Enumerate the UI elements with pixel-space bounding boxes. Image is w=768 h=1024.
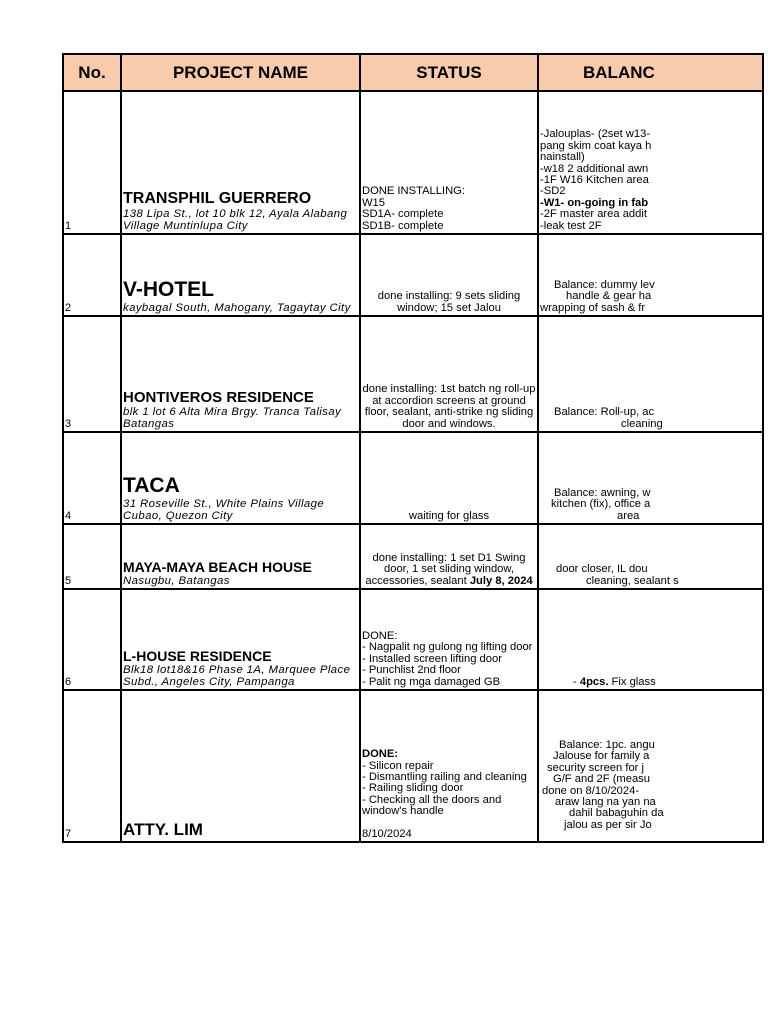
balance-line: door closer, IL dou bbox=[556, 563, 648, 576]
balance-line: -leak test 2F bbox=[540, 219, 602, 232]
status-line: SD1A- complete bbox=[362, 208, 444, 221]
balance-cell[interactable] bbox=[538, 524, 763, 589]
balance-line: -Jalouplas- (2set w13- bbox=[540, 128, 651, 141]
project-name: L-HOUSE RESIDENCE bbox=[123, 647, 272, 664]
project-table-viewport bbox=[62, 53, 679, 853]
header-balance[interactable]: BALANC bbox=[538, 54, 763, 91]
status-line: W15 bbox=[362, 196, 386, 209]
balance-line: area bbox=[617, 509, 640, 522]
balance-line: dahil babaguhin da bbox=[569, 807, 664, 820]
balance-cell[interactable] bbox=[538, 91, 763, 234]
status-line: DONE INSTALLING: bbox=[362, 185, 465, 198]
project-name-cell[interactable] bbox=[121, 91, 360, 234]
balance-line: wrapping of sash & fr bbox=[540, 301, 646, 314]
balance-line: Balance: dummy lev bbox=[554, 278, 655, 291]
row-number[interactable]: 7 bbox=[63, 690, 121, 842]
project-name: HONTIVEROS RESIDENCE bbox=[123, 388, 314, 406]
balance-line: G/F and 2F (measu bbox=[553, 773, 650, 786]
header-no[interactable]: No. bbox=[63, 54, 121, 91]
balance-line: cleaning bbox=[621, 417, 663, 430]
balance-line: -2F master area addit bbox=[540, 208, 647, 221]
table-row bbox=[63, 524, 763, 589]
project-name-cell[interactable] bbox=[121, 234, 360, 316]
project-status-table bbox=[62, 53, 764, 843]
project-name-cell[interactable] bbox=[121, 589, 360, 690]
balance-line: nainstall) bbox=[540, 151, 585, 164]
balance-line: Jalouse for family a bbox=[553, 750, 650, 763]
balance-line: -SD2 bbox=[540, 185, 566, 198]
balance-line: kitchen (fix), office a bbox=[551, 498, 651, 511]
balance-line: done on 8/10/2024- bbox=[542, 784, 640, 797]
row-number[interactable]: 3 bbox=[63, 316, 121, 432]
balance-line: -W1- on-going in fab bbox=[540, 196, 649, 209]
project-address: blk 1 lot 6 Alta Mira Brgy. Tranca Talisay Batangas bbox=[123, 406, 342, 430]
row-number[interactable]: 4 bbox=[63, 432, 121, 524]
balance-line: jalou as per sir Jo bbox=[564, 818, 652, 831]
table-row bbox=[63, 316, 763, 432]
status-text: waiting for glass bbox=[408, 509, 490, 522]
project-address: Blk18 lot18&16 Phase 1A, Marquee Place Subd., Angeles City, Pampanga bbox=[123, 664, 351, 688]
balance-prefix: - bbox=[573, 675, 580, 688]
balance-suffix: Fix glass bbox=[608, 675, 656, 688]
status-line: - Palit ng mga damaged GB bbox=[362, 675, 501, 688]
project-name: MAYA-MAYA BEACH HOUSE bbox=[123, 558, 312, 575]
project-address: 138 Lipa St., lot 10 blk 12, Ayala Alabang Village Muntinlupa City bbox=[123, 208, 348, 232]
header-project-name[interactable]: PROJECT NAME bbox=[121, 54, 360, 91]
balance-line: -1F W16 Kitchen area bbox=[540, 173, 649, 186]
balance-qty: 4pcs. bbox=[579, 675, 609, 688]
balance-cell[interactable] bbox=[538, 316, 763, 432]
status-line: SD1B- complete bbox=[362, 219, 444, 232]
status-line: - Dismantling railing and cleaning bbox=[362, 770, 527, 783]
project-address: Nasugbu, Batangas bbox=[123, 575, 230, 587]
project-name-cell[interactable] bbox=[121, 432, 360, 524]
table-row bbox=[63, 91, 763, 234]
row-number[interactable]: 6 bbox=[63, 589, 121, 690]
balance-line: security screen for j bbox=[547, 761, 644, 774]
table-row bbox=[63, 589, 763, 690]
status-date: 8/10/2024 bbox=[362, 827, 412, 840]
balance-cell[interactable] bbox=[538, 234, 763, 316]
status-date: July 8, 2024 bbox=[469, 574, 533, 587]
project-name: ATTY. LIM bbox=[123, 820, 203, 840]
row-number[interactable]: 5 bbox=[63, 524, 121, 589]
status-cell[interactable] bbox=[360, 690, 538, 842]
balance-cell[interactable] bbox=[538, 589, 763, 690]
project-name: TACA bbox=[123, 473, 180, 497]
status-line: - Silicon repair bbox=[362, 759, 434, 772]
status-text: done installing: 9 sets sliding window; 15 set Jalou bbox=[377, 290, 521, 314]
row-number[interactable]: 2 bbox=[63, 234, 121, 316]
balance-line: Balance: awning, w bbox=[554, 486, 651, 499]
balance-line: handle & gear ha bbox=[566, 290, 652, 303]
status-cell[interactable] bbox=[360, 589, 538, 690]
row-number[interactable]: 1 bbox=[63, 91, 121, 234]
table-row bbox=[63, 690, 763, 842]
balance-line: Balance: 1pc. angu bbox=[559, 739, 655, 751]
status-cell[interactable] bbox=[360, 91, 538, 234]
balance-line: cleaning, sealant s bbox=[586, 574, 679, 587]
project-address: 31 Roseville St., White Plains Village Cubao, Quezon City bbox=[123, 498, 325, 522]
balance-line: araw lang na yan na bbox=[555, 796, 656, 809]
status-line: - Nagpalit ng gulong ng lifting door bbox=[362, 641, 533, 654]
header-status[interactable]: STATUS bbox=[360, 54, 538, 91]
project-name-cell[interactable] bbox=[121, 316, 360, 432]
project-name-cell[interactable] bbox=[121, 524, 360, 589]
status-line: - Installed screen lifting door bbox=[362, 652, 502, 665]
balance-line: -w18 2 additional awn bbox=[540, 162, 649, 175]
status-cell[interactable] bbox=[360, 234, 538, 316]
project-name-cell[interactable] bbox=[121, 690, 360, 842]
balance-cell[interactable] bbox=[538, 432, 763, 524]
status-cell[interactable] bbox=[360, 432, 538, 524]
status-line: - Checking all the doors and window's handle bbox=[362, 793, 502, 818]
status-line: - Punchlist 2nd floor bbox=[362, 664, 461, 677]
table-row bbox=[63, 234, 763, 316]
balance-cell[interactable] bbox=[538, 690, 763, 842]
project-address: kaybagal South, Mahogany, Tagaytay City bbox=[123, 302, 351, 314]
status-line: - Railing sliding door bbox=[362, 782, 464, 795]
header-row bbox=[63, 54, 763, 91]
table-row bbox=[63, 432, 763, 524]
status-spacer bbox=[362, 818, 536, 829]
balance-line: Balance: Roll-up, ac bbox=[554, 406, 655, 419]
balance-line: pang skim coat kaya h bbox=[540, 139, 652, 152]
status-text: done installing: 1st batch ng roll-up at accordion screens at ground floor, sealant, anti-strike ng sliding door and windows. bbox=[362, 383, 536, 430]
project-name: V-HOTEL bbox=[123, 277, 215, 301]
status-cell[interactable] bbox=[360, 524, 538, 589]
status-line: DONE: bbox=[362, 748, 399, 761]
project-name: TRANSPHIL GUERRERO bbox=[123, 189, 312, 207]
status-text: done installing: 1 set D1 Swing door, 1 set sliding window, accessories, sealant bbox=[365, 551, 526, 587]
status-cell[interactable] bbox=[360, 316, 538, 432]
status-line: DONE: bbox=[362, 629, 398, 642]
